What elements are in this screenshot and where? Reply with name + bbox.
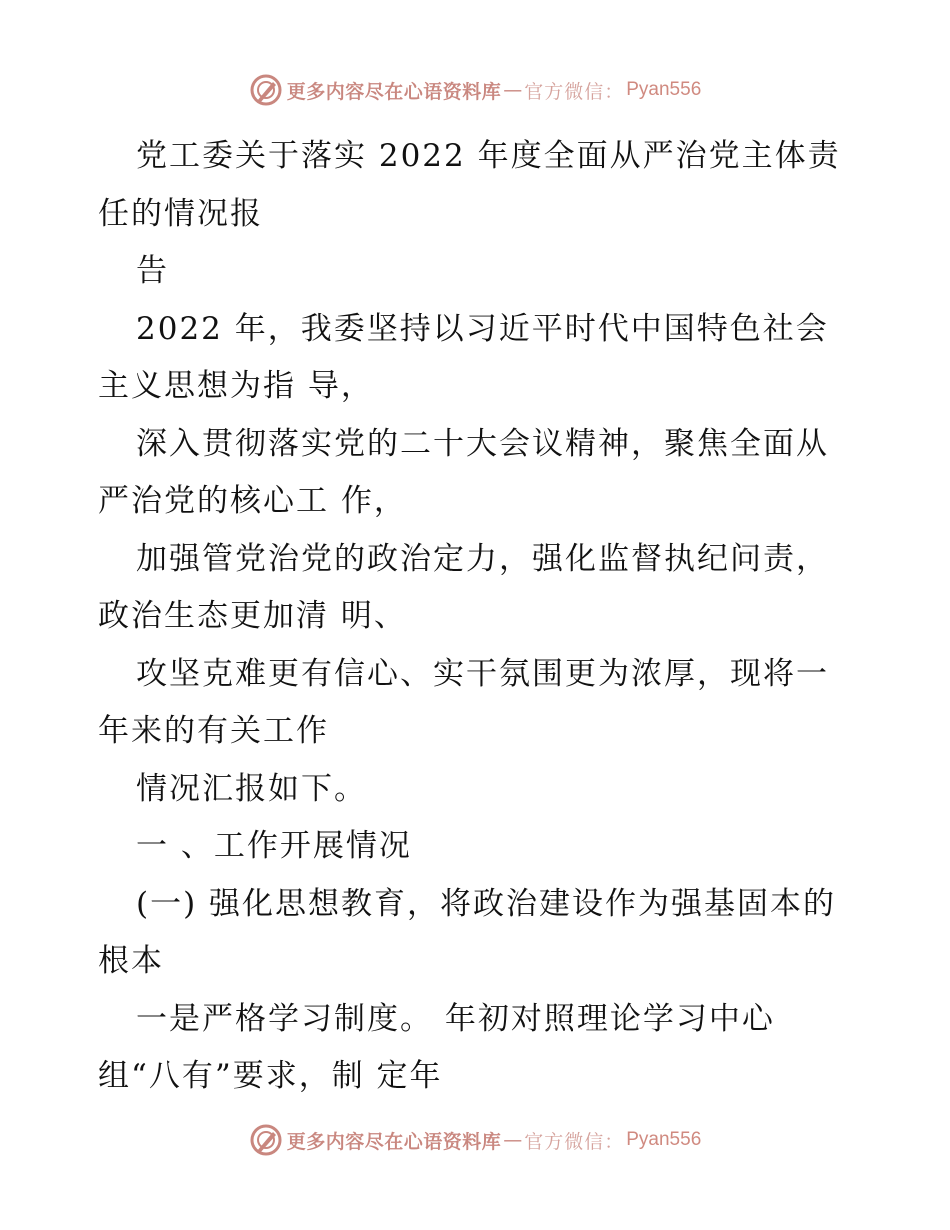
doc-paragraph-line: 主义思想为指 导， bbox=[98, 368, 374, 404]
watermark-dash: — bbox=[503, 1129, 523, 1151]
watermark-wechat-id: Pyan556 bbox=[626, 1129, 702, 1150]
pen-logo-icon bbox=[249, 1123, 283, 1157]
pen-logo-icon bbox=[249, 73, 283, 107]
doc-title-line-1: 党工委关于落实 2022 年度全面从严治党主体责 bbox=[136, 138, 841, 174]
doc-paragraph-line: 深入贯彻落实党的二十大会议精神，聚焦全面从 bbox=[136, 425, 829, 462]
doc-paragraph-line: 一是严格学习制度。 年初对照理论学习中心 bbox=[136, 1000, 775, 1037]
doc-paragraph-line: 严治党的核心工 作， bbox=[98, 483, 407, 519]
doc-paragraph-line: 年来的有关工作 bbox=[98, 713, 329, 749]
watermark-dash: — bbox=[503, 79, 523, 101]
doc-title-line-2: 任的情况报 bbox=[98, 195, 263, 232]
doc-paragraph-line: 攻坚克难更有信心、实干氛围更为浓厚，现将一 bbox=[136, 655, 829, 692]
watermark-header bbox=[0, 70, 950, 110]
watermark-footer bbox=[0, 1120, 950, 1160]
doc-paragraph-line: 情况汇报如下。 bbox=[136, 770, 367, 807]
watermark-main-text: 更多内容尽在心语资料库 bbox=[286, 1130, 502, 1153]
doc-subsection-heading-cont: 根本 bbox=[98, 943, 164, 979]
watermark-sub-text: 官方微信： bbox=[524, 1130, 625, 1153]
watermark-sub-text: 官方微信： bbox=[524, 80, 625, 103]
doc-paragraph-line: 2022 年，我委坚持以习近平时代中国特色社会 bbox=[136, 310, 829, 347]
document-body bbox=[98, 128, 858, 1106]
doc-subsection-heading: (一) 强化思想教育，将政治建设作为强基固本的 bbox=[136, 885, 837, 922]
doc-title-line-3: 告 bbox=[136, 253, 169, 289]
watermark-wechat-id: Pyan556 bbox=[626, 79, 702, 100]
doc-section-heading: 一 、工作开展情况 bbox=[136, 828, 412, 864]
doc-paragraph-line: 政治生态更加清 明、 bbox=[98, 598, 407, 634]
watermark-main-text: 更多内容尽在心语资料库 bbox=[286, 80, 502, 103]
doc-paragraph-line: 加强管党治党的政治定力，强化监督执纪问责， bbox=[136, 540, 829, 577]
doc-paragraph-line: 组“八有”要求，制 定年 bbox=[98, 1058, 443, 1094]
